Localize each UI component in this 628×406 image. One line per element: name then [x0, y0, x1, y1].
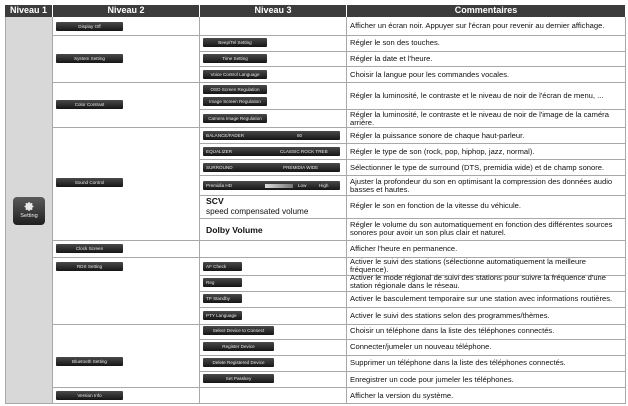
af-check-button[interactable]: AF Check [203, 262, 242, 271]
comment-premidia-2: basses et hautes. [350, 185, 410, 194]
system-setting-button[interactable]: System Setting [56, 54, 123, 63]
comment-premidia-1: Ajuster la profondeur du son en optimisant la compression des données audio [350, 177, 613, 186]
equalizer-button[interactable] [203, 147, 340, 156]
comment-scv: Régler le son en fonction de la vitesse du véhicule. [350, 201, 521, 210]
comment-register-device: Connecter/jumeler un nouveau téléphone. [350, 342, 492, 351]
header-niveau-1: Niveau 1 [5, 5, 52, 17]
rds-setting-button[interactable]: RDS Setting [56, 262, 123, 271]
comment-delete-device: Supprimer un téléphone dans la liste des téléphones connectés. [350, 358, 566, 367]
comment-display-off: Afficher un écran noir. Appuyer sur l'écran pour revenir au dernier affichage. [350, 21, 605, 30]
select-device-button[interactable]: Select Device to Connect [203, 326, 274, 335]
beep-tel-setting-button[interactable]: Beep/Tel Setting [203, 38, 267, 47]
comment-af-1: Activer le suivi des stations (sélectionne automatiquement la meilleure [350, 257, 586, 266]
surround-label: SURROUND [206, 165, 233, 170]
setting-label: Setting [20, 213, 38, 219]
bluetooth-setting-button[interactable]: Bluetooth Setting [56, 357, 123, 366]
osd-screen-regulation-button[interactable]: OSD Screen Regulation [203, 85, 267, 94]
delete-registered-device-button[interactable]: Delete Registered Device [203, 358, 274, 367]
time-setting-button[interactable]: Time Setting [203, 54, 267, 63]
sound-control-button[interactable]: Sound Control [56, 178, 123, 187]
set-passkey-button[interactable]: Set Passkey [203, 374, 274, 383]
comment-balance: Régler la puissance sonore de chaque haut-parleur. [350, 131, 525, 140]
scv-title: SCV [206, 196, 224, 206]
comment-equalizer: Régler le type de son (rock, pop, hiphop, jazz, normal). [350, 147, 535, 156]
camera-image-regulation-button[interactable]: Camera Image Regulation [203, 114, 267, 123]
image-screen-regulation-button[interactable]: Image Screen Regulation [203, 97, 267, 106]
setting-icon-button[interactable] [13, 197, 45, 225]
surround-button[interactable] [203, 163, 340, 172]
voice-control-language-button[interactable]: Voice Control Language [203, 70, 267, 79]
pty-language-button[interactable]: PTY Language [203, 311, 242, 320]
comment-version: Afficher la version du système. [350, 391, 454, 400]
surround-value: PREMIDIA WIDE [283, 165, 319, 170]
comment-color-menu: Régler la luminosité, le contraste et le niveau de noir de l'écran de menu, ... [350, 91, 604, 100]
comment-time: Régler la date et l'heure. [350, 54, 433, 63]
comment-dolby-1: Régler le volume du son automatiquement en fonction des différentes sources [350, 220, 613, 229]
equalizer-label: EQUALIZER [206, 149, 233, 154]
comment-reg-1: Activer le mode régional de suivi des stations pour suivre la fréquence d'une [350, 273, 606, 282]
version-info-button[interactable]: Version Info [56, 391, 123, 400]
comment-reg-2: station régionale dans le réseau. [350, 281, 460, 290]
dolby-volume-label: Dolby Volume [206, 225, 263, 235]
tp-standby-button[interactable]: TP Standby [203, 294, 242, 303]
balance-fader-label: BALANCE/FADER [206, 133, 245, 138]
premidia-low-label: Low [298, 183, 307, 188]
comment-dolby-2: sonores pour avoir un son plus clair et naturel. [350, 228, 506, 237]
premidia-high-label: High [319, 183, 329, 188]
comment-pty: Activer le suivi des stations selon des programmes/thèmes. [350, 311, 550, 320]
balance-fader-value: 50 [297, 133, 303, 138]
comment-color-camera-1: Régler la luminosité, le contraste et le niveau de noir de l'image de la caméra [350, 110, 609, 119]
premidia-hd-slider[interactable] [265, 184, 293, 188]
header-niveau-2: Niveau 2 [53, 5, 199, 17]
display-off-button[interactable]: Display Off [56, 22, 123, 31]
comment-select-device: Choisir un téléphone dans la liste des téléphones connectés. [350, 326, 555, 335]
comment-voice: Choisir la langue pour les commandes vocales. [350, 70, 510, 79]
header-commentaires: Commentaires [347, 5, 625, 17]
balance-fader-button[interactable] [203, 131, 340, 140]
color-contrast-button[interactable]: Color Contrast [56, 100, 123, 109]
premidia-hd-button[interactable] [203, 181, 340, 190]
comment-set-passkey: Enregistrer un code pour jumeler les téléphones. [350, 375, 514, 384]
comment-beep: Régler le son des touches. [350, 38, 440, 47]
scv-subtitle: speed compensated volume [206, 207, 309, 216]
equalizer-value: CLASSIC ROCK TREB [280, 149, 328, 154]
register-device-button[interactable]: Register Device [203, 342, 274, 351]
comment-af-2: fréquence). [350, 265, 389, 274]
comment-color-camera-2: arrière. [350, 118, 375, 127]
gear-icon [23, 200, 35, 212]
clock-screen-button[interactable]: Clock Screen [56, 244, 123, 253]
comment-surround: Sélectionner le type de surround (DTS, premidia wide) et de champ sonore. [350, 163, 605, 172]
comment-clock: Afficher l'heure en permanence. [350, 244, 458, 253]
premidia-hd-label: Premidia HD [206, 183, 233, 188]
comment-tp: Activer le basculement temporaire sur une station avec informations routières. [350, 294, 613, 303]
reg-button[interactable]: Reg [203, 278, 242, 287]
header-niveau-3: Niveau 3 [200, 5, 346, 17]
